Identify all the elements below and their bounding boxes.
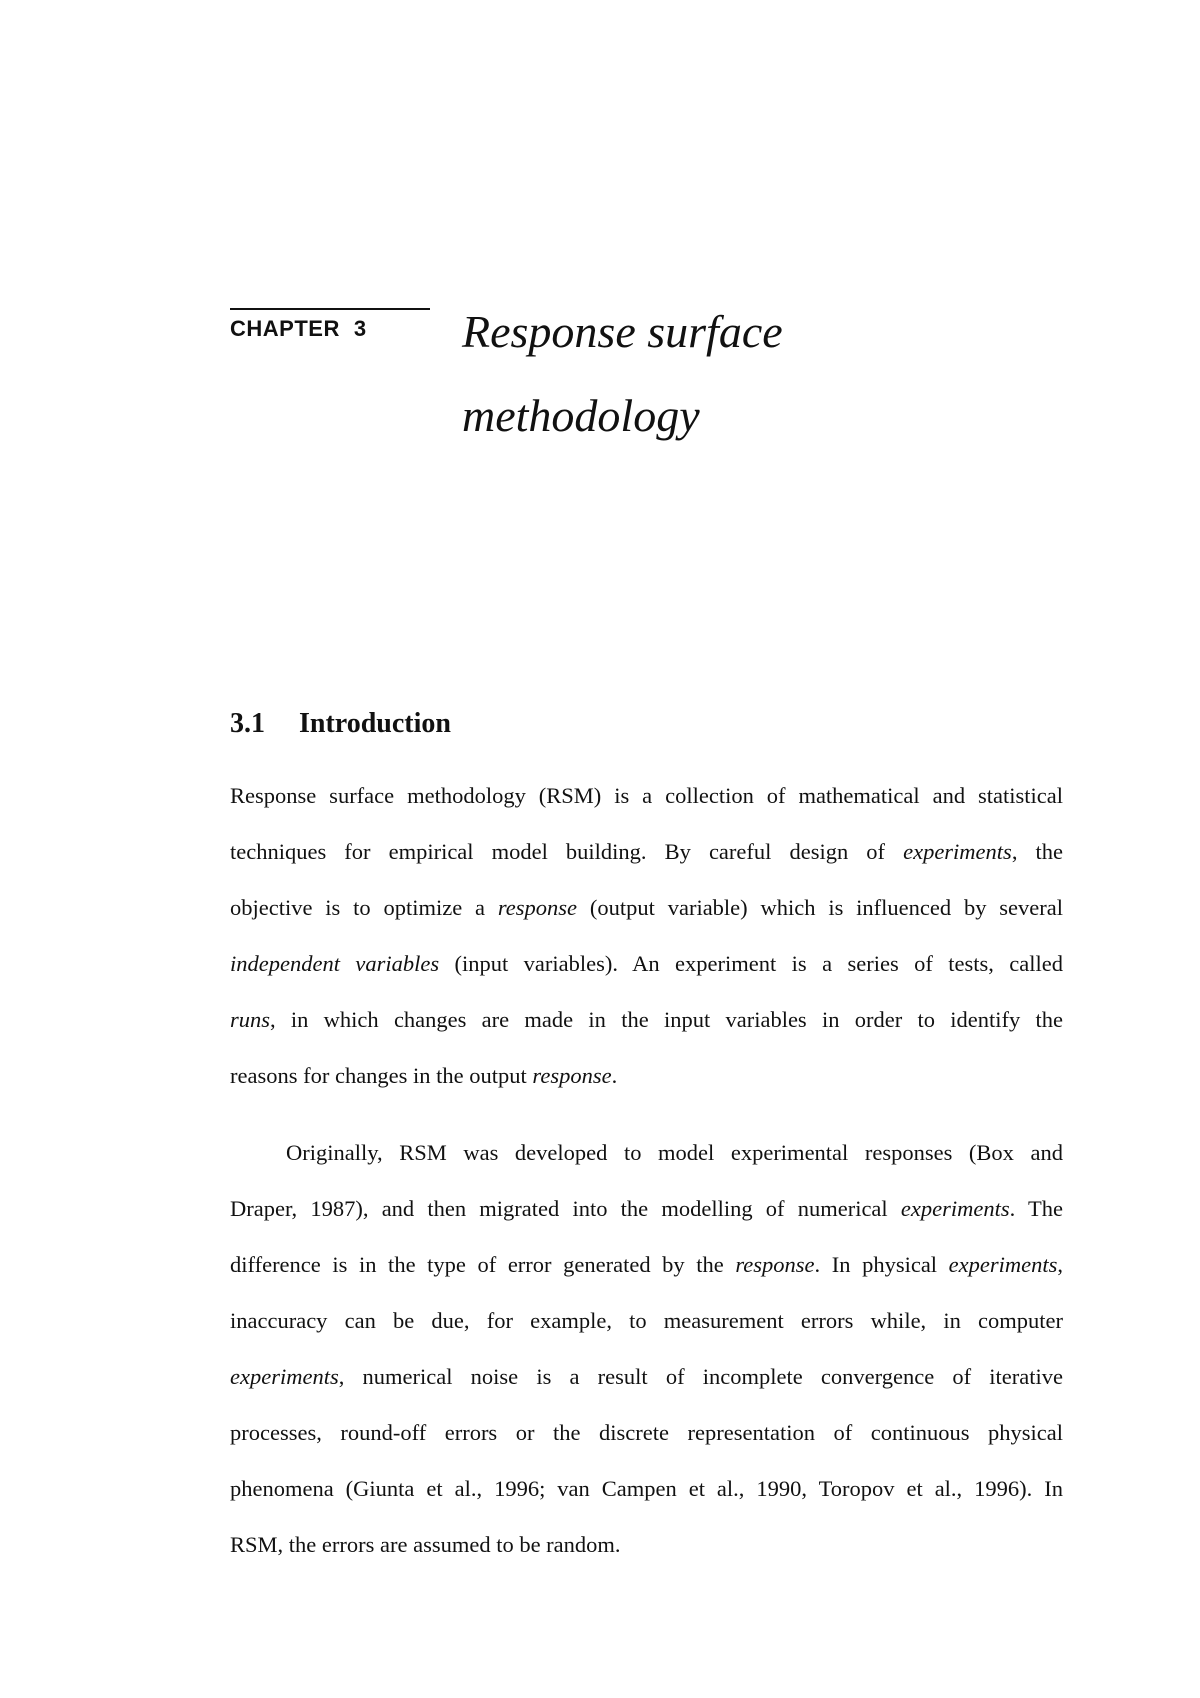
italic-term: experiments xyxy=(903,839,1012,864)
paragraph-line: Originally, RSM was developed to model experimental responses (Box and xyxy=(286,1140,1063,1165)
paragraph-line: techniques for empirical model building. By careful design of experiments, the xyxy=(230,839,1063,864)
italic-term: response xyxy=(497,895,578,920)
section-number: 3.1 xyxy=(230,708,265,739)
italic-term: response xyxy=(532,1063,612,1088)
paragraph-line: Response surface methodology (RSM) is a collection of mathematical and statistical xyxy=(230,783,1063,808)
italic-term: runs xyxy=(230,1007,271,1032)
italic-term: experiments xyxy=(948,1252,1058,1277)
italic-term: response xyxy=(735,1252,815,1277)
chapter-label xyxy=(230,316,435,342)
italic-term: experiments xyxy=(900,1196,1010,1221)
chapter-label-text: CHAPTER xyxy=(230,316,340,341)
chapter-title xyxy=(462,290,1022,458)
paragraph-line: phenomena (Giunta et al., 1996; van Campen et al., 1990, Toropov et al., 1996). In xyxy=(230,1476,1063,1501)
paragraph-1 xyxy=(230,768,1063,1104)
paragraph-line: inaccuracy can be due, for example, to measurement errors while, in computer xyxy=(230,1308,1063,1333)
chapter-title-line-2: methodology xyxy=(462,390,700,441)
chapter-title-line-1: Response surface xyxy=(462,306,783,357)
chapter-rule xyxy=(230,308,430,310)
paragraph-line: Draper, 1987), and then migrated into the modelling of numerical experiments. The xyxy=(230,1196,1063,1221)
chapter-number: 3 xyxy=(353,316,367,341)
paragraph-line: processes, round-off errors or the discrete representation of continuous physical xyxy=(230,1420,1063,1445)
paragraph-line: RSM, the errors are assumed to be random. xyxy=(230,1532,621,1557)
italic-term: experiments xyxy=(230,1364,339,1389)
paragraph-2 xyxy=(230,1125,1063,1573)
paragraph-line: reasons for changes in the output response. xyxy=(230,1063,618,1088)
paragraph-line: objective is to optimize a response (output variable) which is influenced by several xyxy=(230,895,1063,920)
section-title: Introduction xyxy=(299,708,451,739)
paragraph-line: runs, in which changes are made in the input variables in order to identify the xyxy=(230,1007,1063,1032)
paragraph-line: difference is in the type of error generated by the response. In physical experiments, xyxy=(230,1252,1063,1277)
italic-term: independent variables xyxy=(230,951,440,976)
section-heading xyxy=(230,708,451,740)
chapter-block xyxy=(230,308,435,342)
paragraph-line: independent variables (input variables). An experiment is a series of tests, called xyxy=(230,951,1063,976)
paragraph-line: experiments, numerical noise is a result of incomplete convergence of iterative xyxy=(230,1364,1063,1389)
